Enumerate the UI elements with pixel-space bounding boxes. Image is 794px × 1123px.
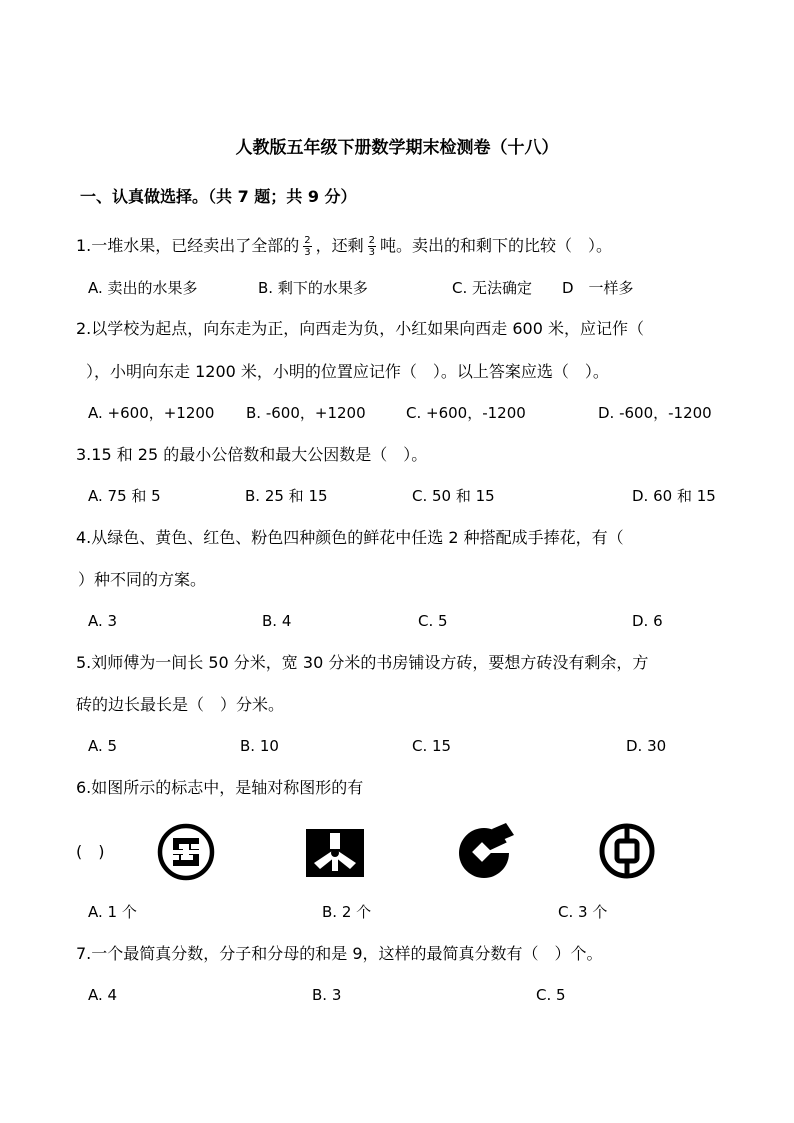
q3-option-b[interactable]: B. 25 和 15	[245, 487, 328, 505]
question-1-text-part3: 吨。卖出的和剩下的比较（ ）。	[380, 236, 613, 255]
question-1-text-part1: 1.一堆水果，已经卖出了全部的	[76, 236, 300, 255]
q2-option-c[interactable]: C. +600，-1200	[406, 404, 526, 422]
q2-option-b[interactable]: B. -600，+1200	[246, 404, 366, 422]
q2-option-d[interactable]: D. -600，-1200	[598, 404, 712, 422]
q6-option-c[interactable]: C. 3 个	[558, 903, 608, 921]
icbc-logo-icon	[156, 822, 216, 882]
question-1-text-part2: ，还剩	[315, 236, 364, 255]
question-5-line-2: 砖的边长最长是（ ）分米。	[76, 695, 285, 714]
q5-option-c[interactable]: C. 15	[412, 737, 452, 755]
q3-option-a[interactable]: A. 75 和 5	[88, 487, 161, 505]
question-4-line-1: 4.从绿色、黄色、红色、粉色四种颜色的鲜花中任选 2 种搭配成手捧花，有（	[76, 528, 624, 547]
question-2-line-2: ），小明向东走 1200 米，小明的位置应记作（ ）。以上答案应选（ ）。	[86, 362, 609, 381]
question-6: 6.如图所示的标志中，是轴对称图形的有	[76, 778, 364, 797]
agricultural-bank-logo-icon	[306, 829, 364, 877]
section-heading: 一、认真做选择。（共 7 题；共 9 分）	[80, 187, 357, 206]
q2-option-a[interactable]: A. +600，+1200	[88, 404, 215, 422]
question-6-blank: ( )	[76, 842, 105, 861]
q5-option-a[interactable]: A. 5	[88, 737, 118, 755]
q6-option-b[interactable]: B. 2 个	[322, 903, 372, 921]
q7-option-b[interactable]: B. 3	[312, 986, 342, 1004]
question-1	[76, 234, 612, 258]
q4-option-d[interactable]: D. 6	[632, 612, 663, 630]
construction-bank-logo-icon	[456, 821, 518, 881]
question-3: 3.15 和 25 的最小公倍数和最大公因数是（ ）。	[76, 445, 428, 464]
q1-option-b[interactable]: B. 剩下的水果多	[258, 279, 368, 297]
q5-option-d[interactable]: D. 30	[626, 737, 667, 755]
q1-option-c[interactable]: C. 无法确定	[452, 279, 533, 297]
q7-option-a[interactable]: A. 4	[88, 986, 118, 1004]
q5-option-b[interactable]: B. 10	[240, 737, 279, 755]
question-4-line-2: ）种不同的方案。	[78, 570, 207, 589]
q4-option-c[interactable]: C. 5	[418, 612, 448, 630]
question-7: 7.一个最简真分数，分子和分母的和是 9，这样的最简真分数有（ ）个。	[76, 944, 603, 963]
question-2-line-1: 2.以学校为起点，向东走为正，向西走为负，小红如果向西走 600 米，应记作（	[76, 319, 644, 338]
q1-option-a[interactable]: A. 卖出的水果多	[88, 279, 198, 297]
q4-option-b[interactable]: B. 4	[262, 612, 292, 630]
question-5-line-1: 5.刘师傅为一间长 50 分米，宽 30 分米的书房铺设方砖，要想方砖没有剩余，方	[76, 653, 649, 672]
q6-option-a[interactable]: A. 1 个	[88, 903, 137, 921]
q3-option-c[interactable]: C. 50 和 15	[412, 487, 495, 505]
q7-option-c[interactable]: C. 5	[536, 986, 566, 1004]
fraction-two-thirds: $\frac{2}{3}$	[304, 235, 311, 258]
bank-of-china-logo-icon	[598, 822, 656, 880]
q3-option-d[interactable]: D. 60 和 15	[632, 487, 716, 505]
q1-option-d[interactable]: D 一样多	[562, 279, 634, 297]
fraction-two-thirds-remaining: $\frac{2}{3}$	[368, 235, 376, 258]
q4-option-a[interactable]: A. 3	[88, 612, 118, 630]
exam-title: 人教版五年级下册数学期末检测卷（十八）	[235, 138, 559, 158]
